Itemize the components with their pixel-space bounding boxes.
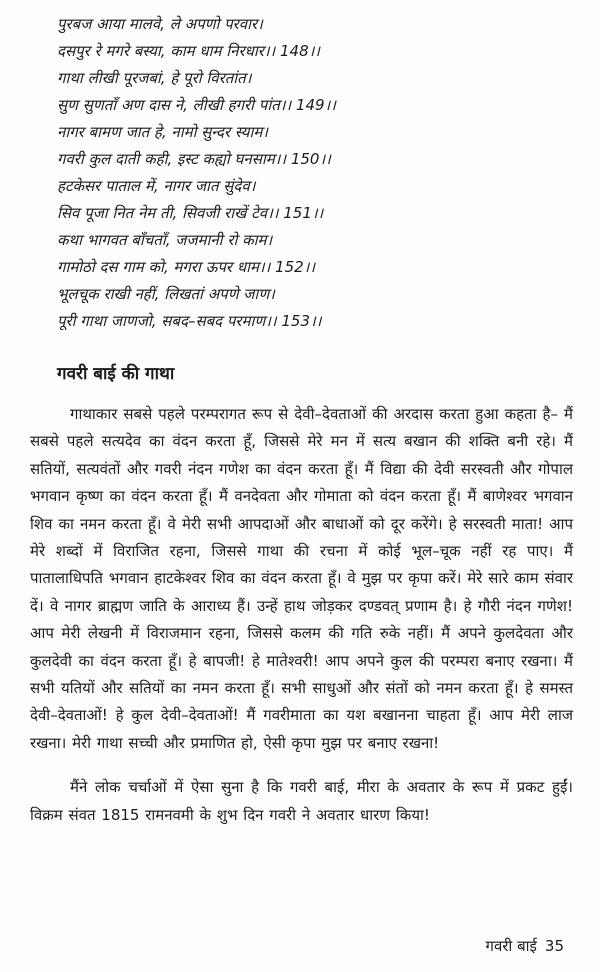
verse-line: गवरी कुल दाती कही, इस्ट कह्यो घनसाम।। 150।। (57, 150, 331, 168)
verse-line: कथा भागवत बाँचताँ, जजमानी रो काम। (57, 231, 273, 249)
verse-line: हटकेसर पाताल में, नागर जात सुंदेव। (57, 177, 256, 195)
footer-page-number: 35 (544, 937, 564, 955)
verse-line: पुरबज आया मालवे, ले अपणो परवार। (57, 15, 263, 33)
verse-line: सिव पूजा नित नेम ती, सिवजी राखें टेव।। 151।। (57, 204, 324, 222)
verse-line: दसपुर रे मगरे बस्या, काम धाम निरधार।। 148।। (57, 42, 320, 60)
verse-line: गामोठो दस गाम को, मगरा ऊपर धाम।। 152।। (57, 258, 316, 276)
body-paragraph: मैंने लोक चर्चाओं में ऐसा सुना है कि गवरी बाई, मीरा के अवतार के रूप में प्रकट हुईं। विक्रम संवत 1815 रामनवमी के शुभ दिन गवरी ने अवतार धारण किया! (30, 778, 573, 824)
verse-line: सुण सुणताँ अण दास ने, लीखी हगरी पांत।। 149।। (57, 96, 336, 114)
verse-line: भूलचूक राखी नहीं, लिखतां अपणे जाण। (57, 285, 275, 303)
verse-line: नागर बामण जात हे, नामो सुन्दर स्याम। (57, 123, 268, 141)
verse-line: गाथा लीखी पूरजबां, हे पूरो विरतांत। (57, 69, 252, 87)
verse-block (57, 0, 570, 335)
body-paragraph: गाथाकार सबसे पहले परम्परागत रूप से देवी–देवताओं की अरदास करता हुआ कहता है– मैं सबसे पहले सत्यदेव का वंदन करता हूँ, जिससे मेरे मन में सत्य बखान की शक्ति बनी रहे। मैं सतियों, सत्यवंतों और गवरी नंदन गणेश का वंदन करता हूँ। मैं विद्या की देवी सरस्वती और गोपाल भगवान कृष्ण का वंदन करता हूँ। मैं वनदेवता और गोमाता को वंदन करता हूँ। मैं बाणेश्वर भगवान शिव का नमन करता हूँ। वे मेरी सभी आपदाओं और बाधाओं को दूर करेंगे। हे सरस्वती माता! आप मेरे शब्दों में विराजित रहना, जिससे गाथा की रचना में कोई भूल–चूक नहीं रह पाए। मैं पातालाधिपति भगवान हाटकेश्वर शिव का वंदन करता हूँ। वे मुझ पर कृपा करें। मेरे सारे काम संवार दें। वे नागर ब्राह्मण जाति के आराध्य हैं। उन्हें हाथ जोड़कर दण्डवत् प्रणाम है। हे गौरी नंदन गणेश! आप मेरी लेखनी में विराजमान रहना, जिससे कलम की गति रुके नहीं। मैं अपने कुलदेवता और कुलदेवी का वंदन करता हूँ। हे बापजी! हे मातेश्वरी! आप अपने कुल की परम्परा बनाए रखना। मैं सभी यतियों और सतियों का नमन करता हूँ। सभी साधुओं और संतों को नमन करता हूँ। हे समस्त देवी–देवताओं! हे कुल देवी–देवताओं! मैं गवरीमाता का यश बखानना चाहता हूँ। आप मेरी लाज रखना। मेरी गाथा सच्ची और प्रमाणित हो, ऐसी कृपा मुझ पर बनाए रखना! (30, 405, 573, 752)
section-heading: गवरी बाई की गाथा (57, 364, 175, 384)
footer-book-title: गवरी बाई (485, 937, 537, 955)
verse-line: पूरी गाथा जाणजो, सबद–सबद परमाण।। 153।। (57, 312, 322, 330)
page-footer (486, 936, 564, 956)
